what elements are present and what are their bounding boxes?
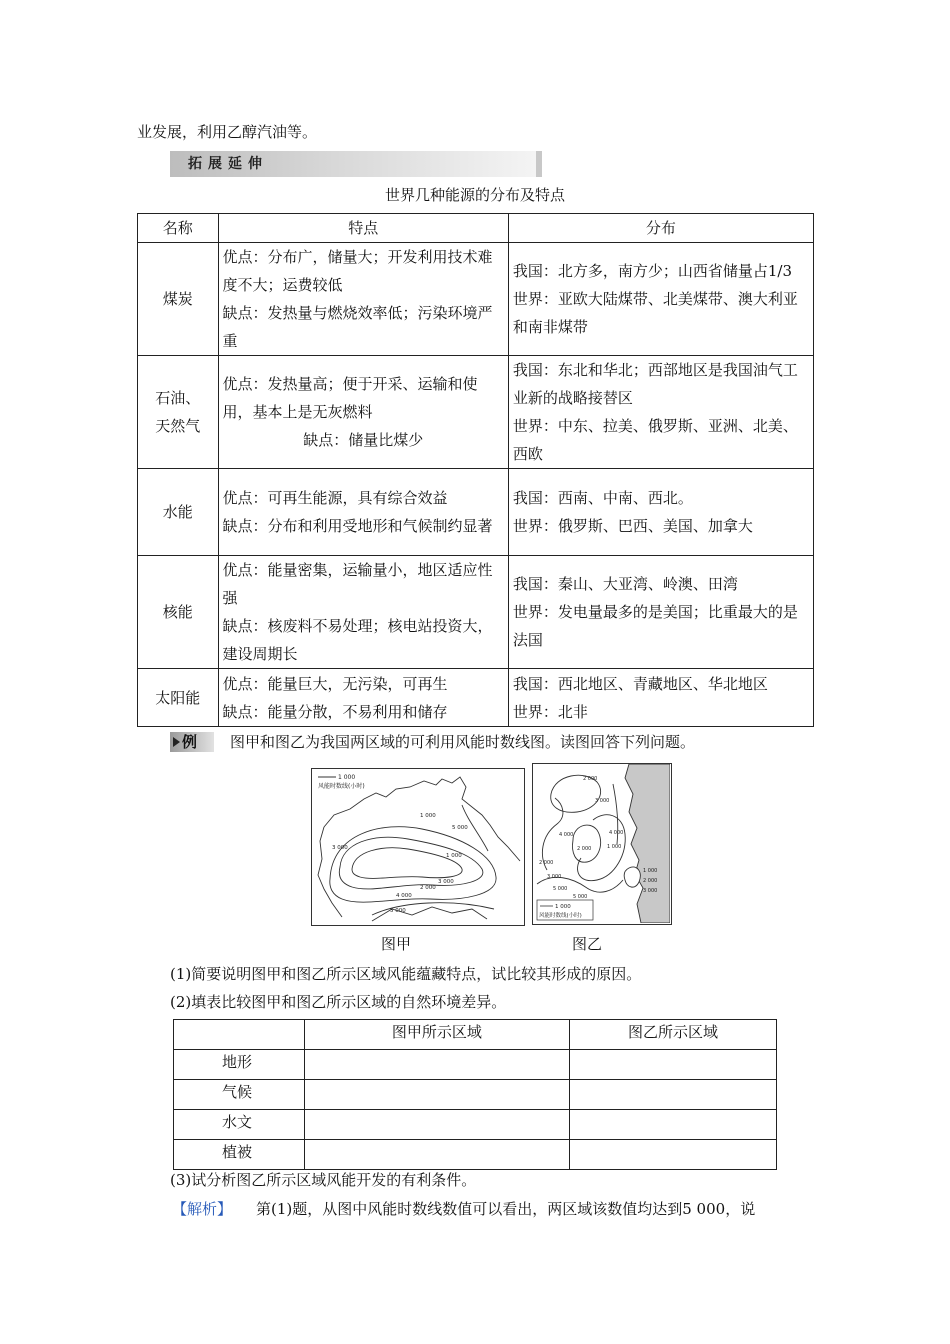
isoline-label: 2 000 <box>539 860 554 866</box>
isoline-label: 5 000 <box>553 886 568 892</box>
feature-pro: 优点：发热量高；便于开采、运输和使用，基本上是无灰燃料 <box>222 375 478 421</box>
table-caption: 世界几种能源的分布及特点 <box>384 186 565 204</box>
row-label: 植被 <box>174 1140 305 1170</box>
table-row <box>174 1050 777 1080</box>
energy-table <box>137 213 814 727</box>
header-distribution: 分布 <box>508 214 813 243</box>
answer-cell <box>304 1140 570 1170</box>
island-taiwan <box>624 867 640 887</box>
compare-table-header <box>174 1020 777 1050</box>
energy-distribution <box>508 556 813 669</box>
energy-distribution <box>508 243 813 356</box>
isoline-label: 5 000 <box>573 894 588 900</box>
distribution-world: 世界：中东、拉美、俄罗斯、亚洲、北美、西欧 <box>512 417 798 463</box>
isoline-label: 2 000 <box>643 878 658 884</box>
question-3: (3)试分析图乙所示区域风能开发的有利条件。 <box>170 1171 477 1189</box>
isoline-label: 2 000 <box>577 846 592 852</box>
feature-pro: 优点：能量巨大，无污染，可再生 <box>222 674 448 693</box>
wind-map-yi-svg <box>533 764 670 923</box>
wind-map-jia-svg <box>312 769 523 924</box>
distribution-world: 世界：俄罗斯、巴西、美国、加拿大 <box>512 517 753 535</box>
isoline-label: 2 000 <box>583 776 598 782</box>
table-row <box>138 469 814 556</box>
distribution-china: 我国：北方多，南方少；山西省储量占1/3 <box>512 262 793 280</box>
feature-pro: 优点：分布广，储量大；开发利用技术难度不大；运费较低 <box>222 248 493 294</box>
header-region-yi: 图乙所示区域 <box>570 1020 777 1050</box>
energy-name: 核能 <box>138 556 219 669</box>
table-row <box>174 1080 777 1110</box>
distribution-china: 我国：秦山、大亚湾、岭澳、田湾 <box>512 575 738 593</box>
feature-con: 缺点：能量分散，不易利用和储存 <box>222 702 448 721</box>
map-legend-value: 1 000 <box>338 774 356 781</box>
isoline-label: 1 000 <box>607 844 622 850</box>
energy-table-header <box>138 214 814 243</box>
isoline-label: 3 000 <box>643 888 658 894</box>
answer-cell <box>304 1080 570 1110</box>
distribution-china: 我国：西北地区、青藏地区、华北地区 <box>512 674 768 693</box>
isoline-label: 3 000 <box>595 798 610 804</box>
energy-features <box>218 556 508 669</box>
energy-distribution <box>508 469 813 556</box>
example-tag <box>170 732 214 752</box>
distribution-china: 我国：东北和华北；西部地区是我国油气工业新的战略接替区 <box>512 361 798 407</box>
table-row <box>138 243 814 356</box>
isoline <box>573 825 601 862</box>
table-row <box>138 356 814 469</box>
isoline-label: 4 000 <box>396 893 412 899</box>
map-legend-value: 1 000 <box>555 904 571 910</box>
feature-pro: 优点：能量密集，运输量小，地区适应性强 <box>222 561 493 607</box>
isoline-label: 4 000 <box>559 832 574 838</box>
question-2: (2)填表比较图甲和图乙所示区域的自然环境差异。 <box>170 993 507 1011</box>
isoline-label: 1 000 <box>643 868 658 874</box>
answer-cell <box>570 1110 777 1140</box>
isoline-label: 3 000 <box>438 879 454 885</box>
feature-con: 缺点：分布和利用受地形和气候制约显著 <box>222 517 493 535</box>
question-1: (1)简要说明图甲和图乙所示区域风能蕴藏特点，试比较其形成的原因。 <box>170 965 642 983</box>
distribution-world: 世界：亚欧大陆煤带、北美煤带、澳大利亚和南非煤带 <box>512 290 798 336</box>
energy-features <box>218 669 508 727</box>
energy-name: 水能 <box>138 469 219 556</box>
feature-con: 缺点：储量比煤少 <box>303 431 424 449</box>
example-label: 例 <box>182 733 198 751</box>
distribution-world: 世界：北非 <box>512 702 588 721</box>
header-blank <box>174 1020 305 1050</box>
table-row <box>174 1140 777 1170</box>
isoline-label: 1 000 <box>420 813 436 819</box>
analysis-tag: 【解析】 <box>172 1200 233 1218</box>
compare-table <box>173 1019 777 1170</box>
wind-map-yi <box>532 763 672 925</box>
table-row <box>138 556 814 669</box>
analysis-text: 第(1)题，从图中风能时数线数值可以看出，两区域该数值均达到5 000，说 <box>256 1200 756 1218</box>
row-label: 气候 <box>174 1080 305 1110</box>
map-legend-label: 风能时数线(小时) <box>318 783 365 790</box>
isoline-label: 2 000 <box>420 885 436 891</box>
header-region-jia: 图甲所示区域 <box>304 1020 570 1050</box>
isoline-label: 3 000 <box>547 874 562 880</box>
energy-name <box>138 356 219 469</box>
row-label: 水文 <box>174 1110 305 1140</box>
map-caption-yi: 图乙 <box>572 935 603 953</box>
isoline-label: 3 000 <box>332 845 348 851</box>
table-row <box>138 669 814 727</box>
example-text: 图甲和图乙为我国两区域的可利用风能时数线图。读图回答下列问题。 <box>230 733 696 751</box>
wind-map-jia <box>311 768 525 926</box>
energy-distribution <box>508 356 813 469</box>
distribution-world: 世界：发电量最多的是美国；比重最大的是法国 <box>512 603 798 649</box>
header-features: 特点 <box>218 214 508 243</box>
answer-cell <box>570 1080 777 1110</box>
energy-features <box>218 469 508 556</box>
energy-name-text: 石油、天然气 <box>155 389 201 435</box>
header-name: 名称 <box>138 214 219 243</box>
map-caption-jia: 图甲 <box>381 935 412 953</box>
isoline-label: 5 000 <box>390 908 406 914</box>
intro-line: 业发展，利用乙醇汽油等。 <box>137 123 318 141</box>
energy-distribution <box>508 669 813 727</box>
answer-cell <box>304 1050 570 1080</box>
distribution-china: 我国：西南、中南、西北。 <box>512 489 693 507</box>
table-row <box>174 1110 777 1140</box>
answer-cell <box>570 1140 777 1170</box>
row-label: 地形 <box>174 1050 305 1080</box>
answer-cell <box>304 1110 570 1140</box>
banner-title: 拓展延伸 <box>188 156 268 172</box>
sea-area <box>625 764 670 923</box>
map-legend-label: 风能时数线(小时) <box>539 913 582 919</box>
isoline-label: 4 000 <box>609 830 624 836</box>
isoline-label: 5 000 <box>452 825 468 831</box>
energy-name: 煤炭 <box>138 243 219 356</box>
energy-features <box>218 243 508 356</box>
triangle-icon <box>173 737 180 747</box>
feature-con: 缺点：核废料不易处理；核电站投资大，建设周期长 <box>222 617 493 663</box>
energy-name-text: 太阳能 <box>155 688 201 707</box>
answer-cell <box>570 1050 777 1080</box>
section-banner <box>170 151 542 177</box>
isoline-label: 1 000 <box>446 853 462 859</box>
isoline <box>330 827 496 902</box>
isoline <box>339 837 483 889</box>
feature-con: 缺点：发热量与燃烧效率低；污染环境严重 <box>222 304 493 350</box>
feature-pro: 优点：可再生能源，具有综合效益 <box>222 489 448 507</box>
energy-name <box>138 669 219 727</box>
energy-features <box>218 356 508 469</box>
